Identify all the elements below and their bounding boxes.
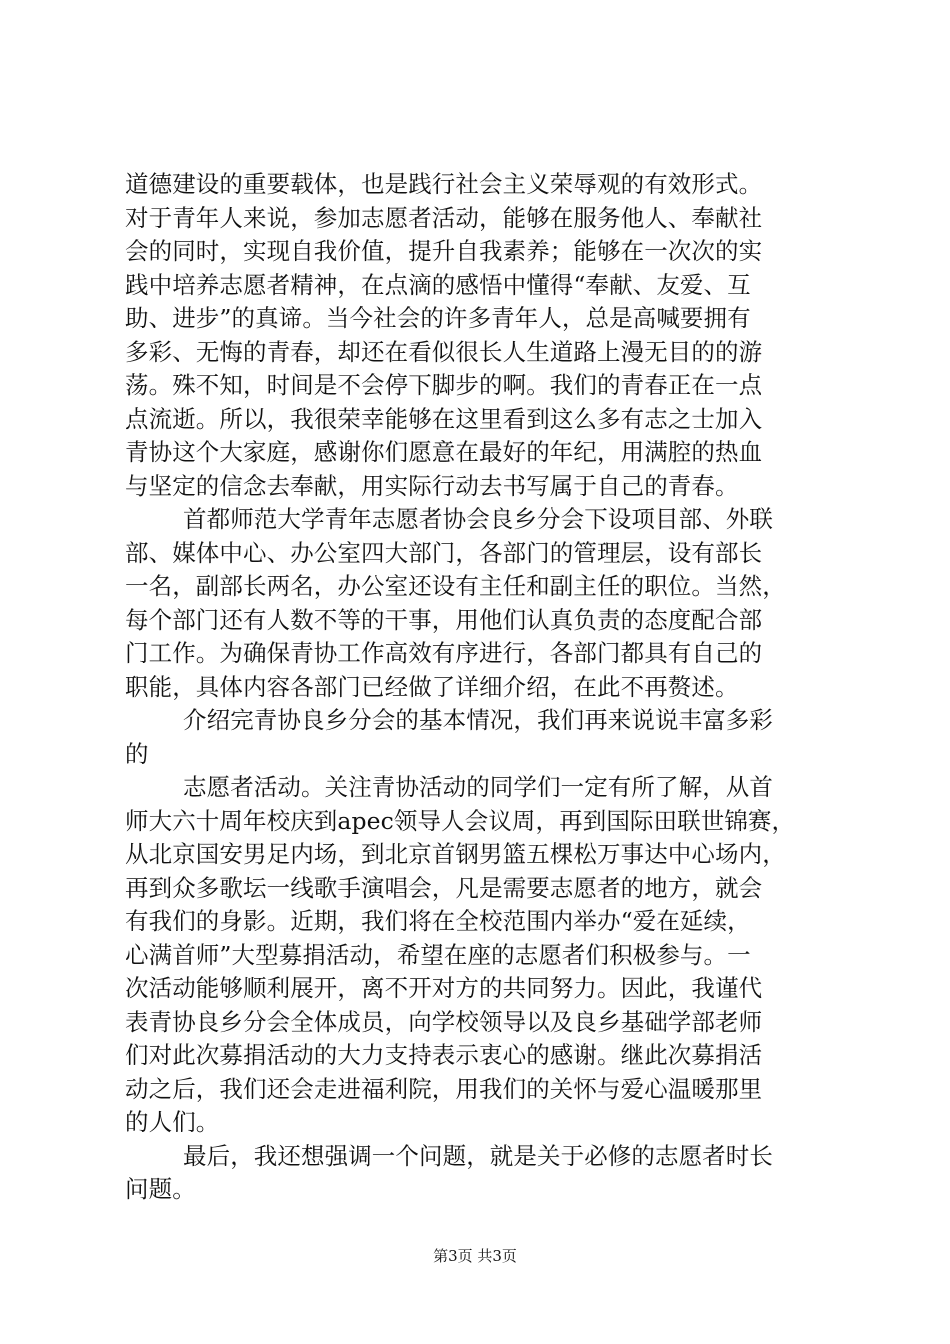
text-line: 次活动能够顺利展开，离不开对方的共同努力。因此，我谨代 bbox=[125, 974, 763, 1002]
text-line: 最后，我还想强调一个问题，就是关于必修的志愿者时长 bbox=[183, 1141, 773, 1170]
text-line: 门工作。为确保青协工作高效有序进行，各部门都具有自己的 bbox=[125, 639, 763, 667]
text-line: 职能，具体内容各部门已经做了详细介绍，在此不再赘述。 bbox=[125, 672, 739, 701]
text-line: 志愿者活动。关注青协活动的同学们一定有所了解，从首 bbox=[183, 773, 773, 801]
text-line: 师大六十周年校庆到apec领导人会议周，再到国际田联世锦赛， bbox=[125, 806, 796, 835]
text-line: 心满首师”大型募捐活动，希望在座的志愿者们积极参与。一 bbox=[125, 940, 751, 969]
text-line: 对于青年人来说，参加志愿者活动，能够在服务他人、奉献社 bbox=[125, 203, 763, 232]
text-line: 助、进步”的真谛。当今社会的许多青年人，总是高喊要拥有 bbox=[125, 304, 751, 332]
text-line: 点流逝。所以，我很荣幸能够在这里看到这么多有志之士加入 bbox=[125, 404, 763, 433]
text-line: 动之后，我们还会走进福利院，用我们的关怀与爱心温暖那里 bbox=[125, 1074, 763, 1103]
text-line: 会的同时，实现自我价值，提升自我素养；能够在一次次的实 bbox=[125, 237, 763, 265]
text-line: 青协这个大家庭，感谢你们愿意在最好的年纪，用满腔的热血 bbox=[125, 438, 763, 466]
document-body bbox=[125, 168, 830, 1207]
text-line: 表青协良乡分会全体成员，向学校领导以及良乡基础学部老师 bbox=[125, 1007, 763, 1036]
text-line: 首都师范大学青年志愿者协会良乡分会下设项目部、外联 bbox=[183, 505, 773, 533]
text-line: 的 bbox=[125, 739, 149, 768]
text-line: 一名，副部长两名，办公室还设有主任和副主任的职位。当然， bbox=[125, 572, 786, 600]
text-line: 每个部门还有人数不等的干事，用他们认真负责的态度配合部 bbox=[125, 605, 763, 634]
text-line: 的人们。 bbox=[125, 1108, 220, 1136]
text-line: 荡。殊不知，时间是不会停下脚步的啊。我们的青春正在一点 bbox=[125, 371, 763, 399]
text-line: 们对此次募捐活动的大力支持表示衷心的感谢。继此次募捐活 bbox=[125, 1041, 763, 1069]
text-line: 道德建设的重要载体，也是践行社会主义荣辱观的有效形式。 bbox=[125, 170, 763, 198]
text-line: 与坚定的信念去奉献，用实际行动去书写属于自己的青春。 bbox=[125, 471, 739, 500]
text-line: 践中培养志愿者精神，在点滴的感悟中懂得“奉献、友爱、互 bbox=[125, 270, 751, 299]
text-line: 部、媒体中心、办公室四大部门，各部门的管理层，设有部长 bbox=[125, 538, 763, 567]
text-line: 介绍完青协良乡分会的基本情况，我们再来说说丰富多彩 bbox=[183, 706, 773, 734]
text-line: 问题。 bbox=[125, 1175, 196, 1203]
page-footer: 第3页 共3页 bbox=[433, 1247, 517, 1265]
text-line: 再到众多歌坛一线歌手演唱会，凡是需要志愿者的地方，就会 bbox=[125, 873, 763, 902]
text-line: 有我们的身影。近期，我们将在全校范围内举办“爱在延续， bbox=[125, 907, 751, 935]
text-line: 从北京国安男足内场，到北京首钢男篮五棵松万事达中心场内， bbox=[125, 840, 786, 868]
text-line: 多彩、无悔的青春，却还在看似很长人生道路上漫无目的的游 bbox=[125, 337, 763, 366]
